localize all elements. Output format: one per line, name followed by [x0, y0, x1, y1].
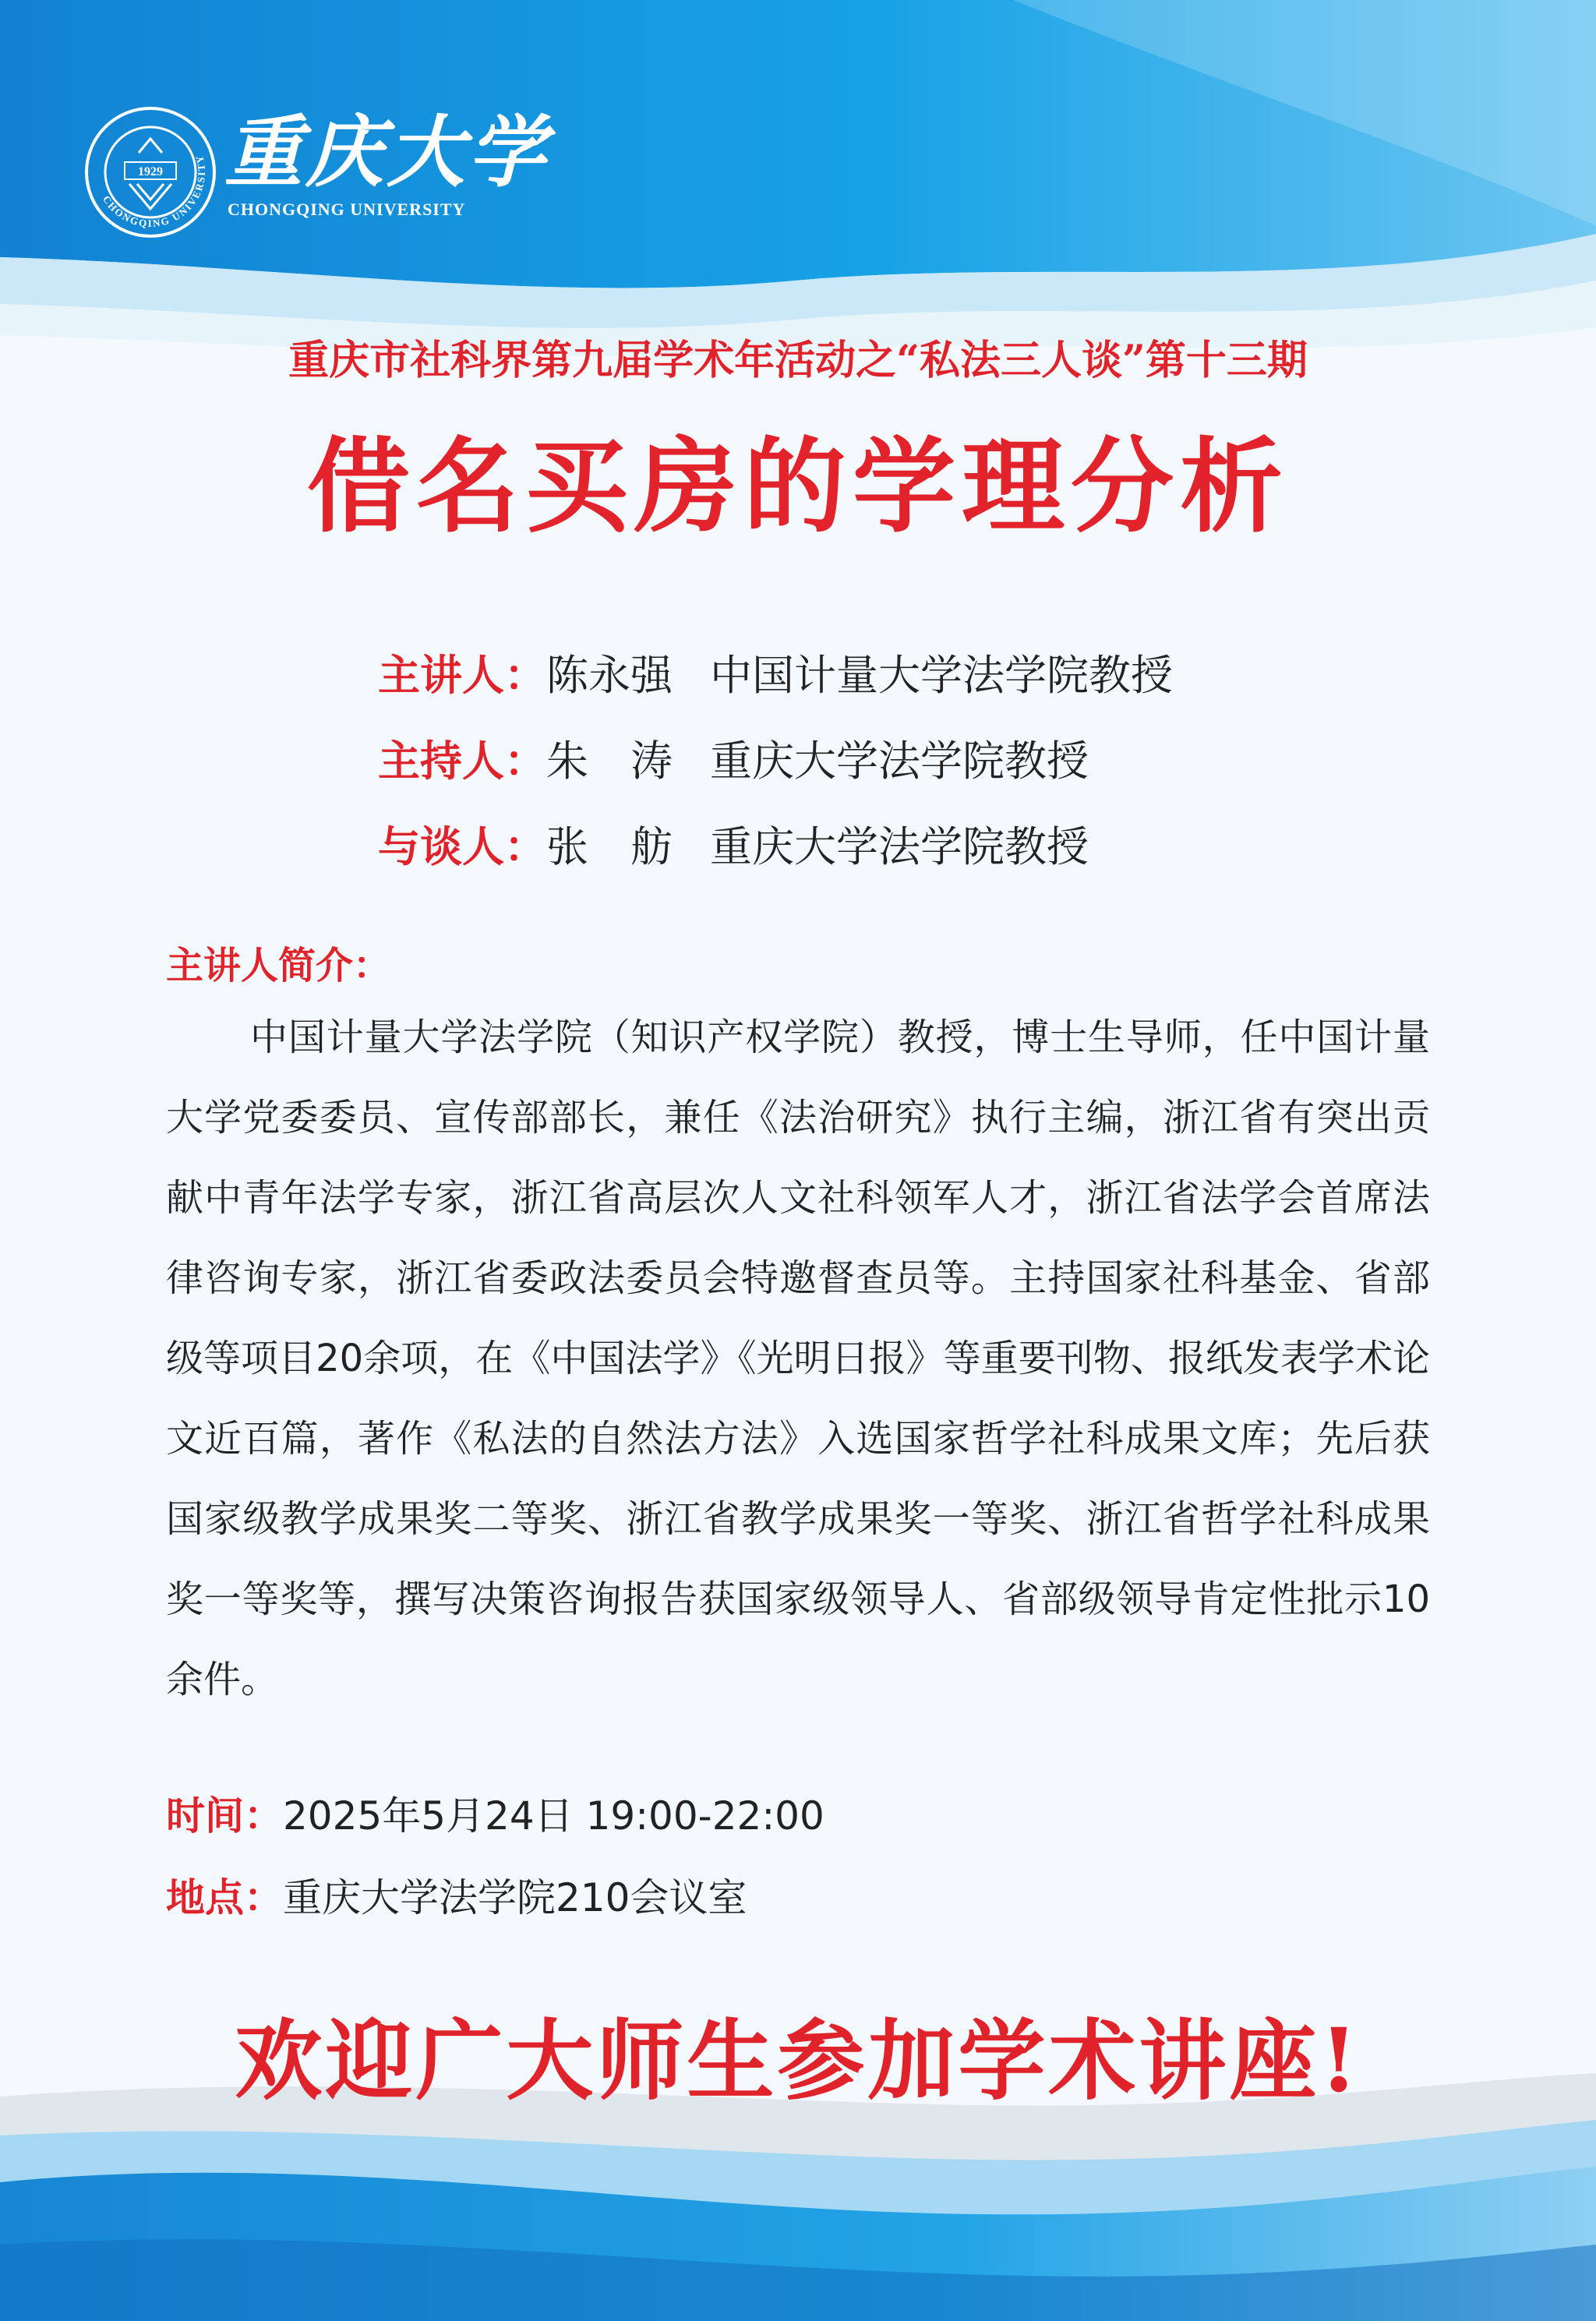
discussant-row: [378, 804, 1173, 890]
event-series: 重庆市社科界第九届学术年活动之“私法三人谈”第十三期: [288, 337, 1308, 384]
speaker-bio: 中国计量大学法学院（知识产权学院）教授，博士生导师，任中国计量大学党委委员、宣传部部长，兼任《法治研究》执行主编，浙江省有突出贡献中青年法学专家，浙江省高层次人文社科领军人才，浙江省法学会首席法律咨询专家，浙江省委政法委员会特邀督查员等。主持国家社科基金、省部级等项目20余项，在《中国法学》《光明日报》等重要刊物、报纸发表学术论文近百篇，著作《私法的自然法方法》入选国家哲学社科成果文库；先后获国家级教学成果奖二等奖、浙江省教学成果奖一等奖、浙江省哲学社科成果奖一等奖等，撰写决策咨询报告获国家级领导人、省部级领导肯定性批示10余件。: [166, 1016, 1430, 1701]
host-role: 主持人：: [378, 737, 546, 786]
place-line: [166, 1867, 747, 1923]
university-logo: [84, 106, 217, 238]
logo-ring-text: CHONGQING UNIVERSITY: [100, 153, 208, 230]
university-name-en: CHONGQING UNIVERSITY: [228, 200, 466, 219]
host-name: 朱 涛: [546, 737, 673, 786]
place-label: 地点：: [166, 1875, 283, 1920]
time-value: 2025年5月24日 19:00-22:00: [283, 1793, 824, 1839]
speaker-title: 中国计量大学法学院教授: [710, 651, 1173, 700]
speaker-name: 陈永强: [546, 651, 673, 700]
place-value: 重庆大学法学院210会议室: [283, 1875, 747, 1920]
time-line: [166, 1785, 824, 1841]
lecture-title: 借名买房的学理分析: [307, 426, 1289, 547]
university-name-cn: 重庆大学: [224, 106, 549, 198]
discussant-title: 重庆大学法学院教授: [710, 822, 1089, 871]
speaker-row: [378, 633, 1173, 719]
logo-year: 1929: [138, 165, 163, 178]
speaker-role: 主讲人：: [378, 651, 546, 700]
discussant-role: 与谈人：: [378, 822, 546, 871]
speaker-intro-label: 主讲人简介：: [166, 944, 391, 987]
time-label: 时间：: [166, 1793, 283, 1839]
welcome-banner: 欢迎广大师生参加学术讲座!: [235, 2010, 1361, 2112]
host-title: 重庆大学法学院教授: [710, 737, 1089, 786]
discussant-name: 张 舫: [546, 822, 673, 871]
host-row: [378, 719, 1173, 804]
people-list: [378, 633, 1173, 890]
